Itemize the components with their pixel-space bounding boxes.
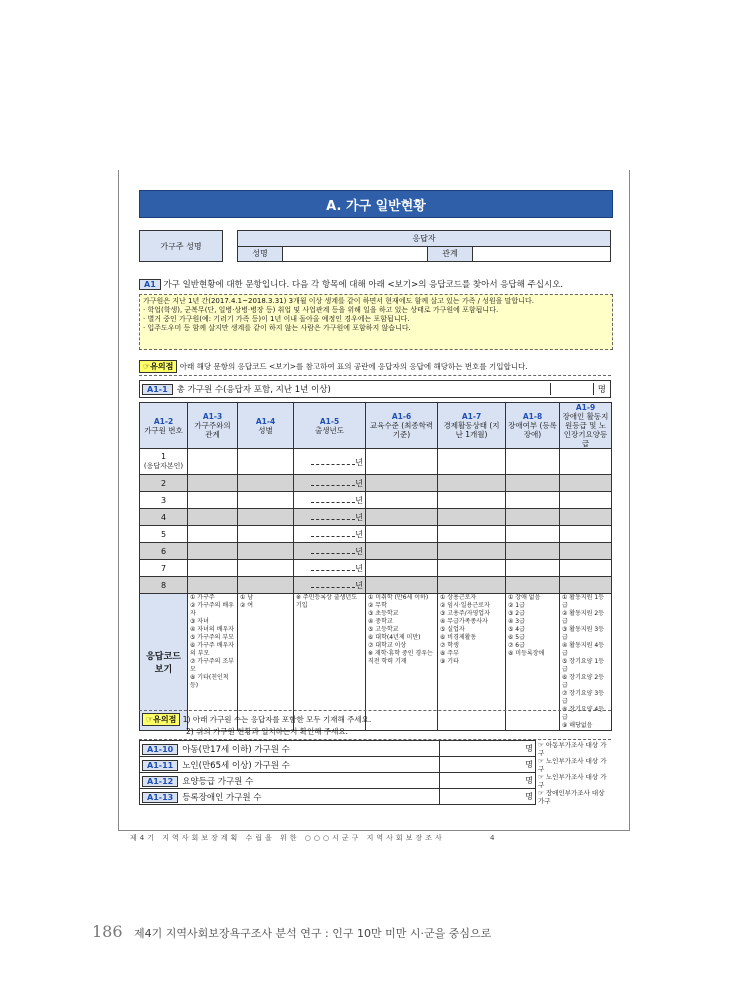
member-number-cell: [140, 492, 188, 509]
birth-year-field[interactable]: [294, 526, 366, 543]
answer-cell[interactable]: [238, 475, 294, 492]
respondent-table: [139, 230, 611, 262]
relation-label: 관계: [428, 246, 473, 262]
question-a1: [139, 278, 611, 290]
birth-year-suffix: 년: [355, 530, 363, 539]
birth-year-suffix: 년: [355, 496, 363, 505]
answer-cell[interactable]: [506, 449, 560, 475]
member-table: [139, 402, 612, 731]
answer-cell[interactable]: [560, 577, 612, 594]
member-number-cell: [140, 509, 188, 526]
answer-cell[interactable]: [188, 577, 238, 594]
codes-label: 응답코드 보기: [140, 594, 188, 731]
answer-cell[interactable]: [438, 509, 506, 526]
count-note: ☞ 노인부가조사 대상 가구: [536, 757, 612, 773]
member-number-cell: [140, 449, 188, 475]
answer-cell[interactable]: [560, 526, 612, 543]
count-question-id: A1-10: [142, 744, 178, 755]
column-code: A1-9: [575, 403, 596, 412]
answer-cell[interactable]: [438, 449, 506, 475]
household-size-unit: 명: [597, 385, 606, 395]
name-label: 성명: [238, 246, 283, 262]
birth-year-suffix: 년: [355, 457, 363, 467]
table-row: [140, 475, 612, 492]
birth-year-field[interactable]: [294, 543, 366, 560]
column-title: 경제활동상태 (지난 1개월): [443, 421, 500, 439]
codes-relation: ① 가구주 ② 가구주의 배우자 ③ 자녀 ④ 자녀의 배우자 ⑤ 가구주의 부모 ⑥ 가구주 배우자의 부모 ⑦ 가구주의 조부모 ⑧ 기타(친인척 등): [188, 594, 238, 731]
column-header: [140, 403, 188, 449]
count-question: [140, 741, 440, 757]
member-number: 3: [160, 495, 167, 505]
table-row: [140, 492, 612, 509]
answer-cell[interactable]: [506, 526, 560, 543]
survey-sheet: [118, 170, 630, 831]
answer-cell[interactable]: [506, 509, 560, 526]
answer-cell[interactable]: [188, 449, 238, 475]
member-number: 8: [160, 580, 167, 590]
birth-year-field[interactable]: [294, 475, 366, 492]
answer-cell[interactable]: [506, 577, 560, 594]
page-number: 186: [92, 922, 123, 941]
sheet-footer-page: 4: [489, 834, 498, 842]
count-question-id: A1-13: [142, 792, 178, 803]
answer-cell[interactable]: [560, 475, 612, 492]
household-size-field[interactable]: [550, 383, 594, 395]
codes-sex: ① 남 ② 여: [238, 594, 294, 731]
count-table: [139, 740, 612, 805]
birth-year-field[interactable]: [294, 577, 366, 594]
member-number: 6: [160, 546, 167, 556]
column-title: 장애인 활동지원등급 및 노인장기요양등급: [562, 412, 609, 448]
answer-cell[interactable]: [366, 492, 438, 509]
count-answer-field[interactable]: 명: [440, 741, 536, 757]
birth-year-suffix: 년: [355, 547, 363, 556]
column-header: [238, 403, 294, 449]
count-question-text: 아동(만17세 이하) 가구원 수: [182, 744, 290, 755]
member-number: 2: [160, 478, 167, 488]
answer-cell[interactable]: [366, 449, 438, 475]
member-number-cell: [140, 577, 188, 594]
column-title: 가구주와의 관계: [194, 421, 231, 439]
answer-cell[interactable]: [366, 475, 438, 492]
codes-birth: ※ 주민등록상 출생년도 기입: [294, 594, 366, 731]
answer-cell[interactable]: [188, 509, 238, 526]
table-row: [140, 449, 612, 475]
answer-cell[interactable]: [560, 449, 612, 475]
birth-year-suffix: 년: [355, 581, 363, 590]
answer-cell[interactable]: [560, 543, 612, 560]
answer-cell[interactable]: [560, 509, 612, 526]
count-question-id: A1-12: [142, 776, 178, 787]
column-title: 장애여부 (등록장애): [508, 421, 557, 439]
page-footer-text: 제4기 지역사회보장욕구조사 분석 연구 : 인구 10만 미만 시·군을 중심으로: [134, 927, 492, 940]
codes-grade: ① 활동지원 1등급 ② 활동지원 2등급 ③ 활동지원 3등급 ④ 활동지원 4등급 ⑤ 장기요양 1등급 ⑥ 장기요양 2등급 ⑦ 장기요양 3등급 ⑧ 장기요양 4등급 ⑨ 해당없음: [560, 594, 612, 731]
member-number: 4: [160, 512, 167, 522]
instruction-2-line-2: 2) 위의 가구원 현황과 일치하는지 확인해 주세요.: [186, 727, 349, 736]
column-header: [294, 403, 366, 449]
answer-cell[interactable]: [238, 560, 294, 577]
count-question-text: 요양등급 가구원 수: [182, 776, 254, 787]
column-code: A1-3: [202, 412, 223, 421]
birth-year-suffix: 년: [355, 564, 363, 573]
answer-cell[interactable]: [366, 577, 438, 594]
instruction-2-line-1: 1) 아래 가구원 수는 응답자를 포함한 모두 기재해 주세요.: [182, 715, 372, 724]
codes-education: ① 미취학 (만6세 이하) ② 무학 ③ 초등학교 ④ 중학교 ⑤ 고등학교 ⑥ 대학(4년제 미만) ⑦ 대학교 이상 ※ 재학·휴학 중인 경우는 직전 학력 기재: [366, 594, 438, 731]
answer-cell[interactable]: [238, 509, 294, 526]
column-header: [560, 403, 612, 449]
answer-cell[interactable]: [506, 492, 560, 509]
question-a1-1-id: A1-1: [142, 384, 173, 395]
answer-cell[interactable]: [438, 492, 506, 509]
table-row: [140, 543, 612, 560]
count-row: [140, 789, 612, 805]
answer-cell[interactable]: [238, 543, 294, 560]
answer-cell[interactable]: [438, 526, 506, 543]
count-note: ☞ 노인부가조사 대상 가구: [536, 773, 612, 789]
table-row: [140, 577, 612, 594]
birth-year-suffix: 년: [355, 513, 363, 522]
respondent-relation-field[interactable]: [473, 246, 611, 262]
table-row: [140, 560, 612, 577]
count-answer-field[interactable]: 명: [440, 773, 536, 789]
count-question: [140, 773, 440, 789]
answer-cell[interactable]: [506, 560, 560, 577]
birth-year-suffix: 년: [355, 479, 363, 488]
answer-cell[interactable]: [366, 526, 438, 543]
column-header: [506, 403, 560, 449]
instruction-1: [139, 360, 611, 376]
count-question-text: 등록장애인 가구원 수: [182, 792, 262, 803]
question-a1-1-text: 총 가구원 수(응답자 포함, 지난 1년 이상): [176, 385, 331, 395]
count-row: [140, 741, 612, 757]
column-header: [188, 403, 238, 449]
member-number-cell: [140, 560, 188, 577]
answer-cell[interactable]: [438, 475, 506, 492]
birth-year-input[interactable]: [311, 494, 355, 503]
codes-economic: ① 상용근로자 ② 임시·일용근로자 ③ 고용주/자영업자 ④ 무급가족종사자 ⑤ 실업자 ⑥ 비경제활동 ⑦ 학생 ⑧ 주부 ⑨ 기타: [438, 594, 506, 731]
sheet-footer: [130, 833, 620, 843]
birth-year-input[interactable]: [311, 511, 355, 520]
birth-year-field[interactable]: [294, 492, 366, 509]
question-a1-text: 가구 일반현황에 대한 문항입니다. 다음 각 항목에 대해 아래 <보기>의 응답코드를 찾아서 응답해 주십시오.: [163, 280, 564, 290]
birth-year-input[interactable]: [311, 528, 355, 537]
notice-line-1: 가구원은 지난 1년 간(2017.4.1~2018.3.31) 3개월 이상 생계를 같이 하면서 현재에도 함께 살고 있는 가족 / 성원을 말합니다.: [143, 297, 534, 305]
codes-disability: ① 장애 없음 ② 1급 ③ 2급 ④ 3급 ⑤ 4급 ⑥ 5급 ⑦ 6급 ⑧ 미등록장애: [506, 594, 560, 731]
birth-year-field[interactable]: [294, 560, 366, 577]
notice-line-3: · 별거 중인 가구원(예: 기러기 가족 등)이 1년 이내 돌아올 예정인 경우에는 포함됩니다.: [143, 315, 410, 323]
member-number: 1: [160, 452, 167, 461]
column-code: A1-8: [522, 412, 543, 421]
count-question-id: A1-11: [142, 760, 178, 771]
answer-cell[interactable]: [188, 492, 238, 509]
section-title: A. 가구 일반현황: [139, 190, 613, 218]
respondent-name-field[interactable]: [283, 246, 428, 262]
sheet-footer-text: 제4기 지역사회보장계획 수립을 위한 ○○○시군구 지역사회보장조사: [130, 834, 445, 842]
count-answer-field[interactable]: 명: [440, 789, 536, 805]
notice-box: [139, 294, 613, 350]
answer-cell[interactable]: [188, 543, 238, 560]
member-number-cell: [140, 475, 188, 492]
answer-cell[interactable]: [238, 526, 294, 543]
instruction-2-label: ☞유의점: [142, 713, 180, 726]
answer-cell[interactable]: [366, 509, 438, 526]
column-title: 출생년도: [315, 425, 344, 435]
answer-cell[interactable]: [438, 560, 506, 577]
answer-cell[interactable]: [506, 475, 560, 492]
column-code: A1-4: [255, 416, 276, 426]
birth-year-field[interactable]: [294, 509, 366, 526]
birth-year-input[interactable]: [311, 545, 355, 554]
answer-cell[interactable]: [366, 560, 438, 577]
count-row: [140, 757, 612, 773]
answer-cell[interactable]: [438, 543, 506, 560]
answer-cell[interactable]: [238, 492, 294, 509]
count-row: [140, 773, 612, 789]
member-number: 7: [160, 563, 167, 573]
member-number: 5: [160, 529, 167, 539]
answer-cell[interactable]: [560, 492, 612, 509]
birth-year-input[interactable]: [311, 579, 355, 588]
member-number-cell: [140, 526, 188, 543]
respondent-label: 응답자: [238, 231, 611, 247]
column-code: A1-2: [153, 416, 174, 426]
birth-year-field[interactable]: [294, 449, 366, 475]
question-a1-id: A1: [139, 279, 161, 290]
count-question: [140, 789, 440, 805]
column-code: A1-5: [319, 416, 340, 426]
table-row: [140, 526, 612, 543]
answer-cell[interactable]: [238, 449, 294, 475]
column-header: [366, 403, 438, 449]
answer-cell[interactable]: [506, 543, 560, 560]
question-a1-1: [139, 380, 611, 398]
instruction-1-label: ☞유의점: [139, 360, 177, 373]
column-header: [438, 403, 506, 449]
instruction-1-text: 아래 해당 문항의 응답코드 <보기>를 참고하여 표의 공란에 응답자의 응답에 해당하는 번호를 기입합니다.: [179, 362, 528, 371]
column-code: A1-6: [391, 412, 412, 421]
answer-cell[interactable]: [188, 526, 238, 543]
page-footer: [92, 922, 491, 941]
member-number-cell: [140, 543, 188, 560]
count-question: [140, 757, 440, 773]
column-code: A1-7: [461, 412, 482, 421]
notice-line-2: · 학업(학생), 군복무(단, 일병·상병·병장 등) 취업 및 사업관계 등을 위해 일을 하고 있는 상태로 가구원에 포함됩니다.: [143, 306, 499, 314]
birth-year-input[interactable]: [311, 477, 355, 486]
notice-line-4: · 입주도우미 등 함께 살지만 생계를 같이 하지 않는 사람은 가구원에 포함하지 않습니다.: [143, 324, 411, 332]
answer-cell[interactable]: [188, 560, 238, 577]
count-answer-field[interactable]: 명: [440, 757, 536, 773]
table-row: [140, 509, 612, 526]
birth-year-input[interactable]: [311, 456, 355, 465]
answer-cell[interactable]: [560, 560, 612, 577]
count-note: ☞ 장애인부가조사 대상 가구: [536, 789, 612, 805]
column-title: 가구원 번호: [144, 425, 183, 435]
count-note: ☞ 아동부가조사 대상 가구: [536, 741, 612, 757]
instruction-2: [139, 710, 611, 740]
answer-cell[interactable]: [188, 475, 238, 492]
owner-label: 가구주 성명: [140, 231, 223, 262]
birth-year-input[interactable]: [311, 562, 355, 571]
answer-cell[interactable]: [438, 577, 506, 594]
member-sub-label: (응답자본인): [143, 462, 184, 470]
column-title: 성별: [258, 425, 273, 435]
count-question-text: 노인(만65세 이상) 가구원 수: [182, 760, 290, 771]
answer-cell[interactable]: [366, 543, 438, 560]
answer-cell[interactable]: [238, 577, 294, 594]
column-title: 교육수준 (최종학력기준): [369, 421, 434, 439]
